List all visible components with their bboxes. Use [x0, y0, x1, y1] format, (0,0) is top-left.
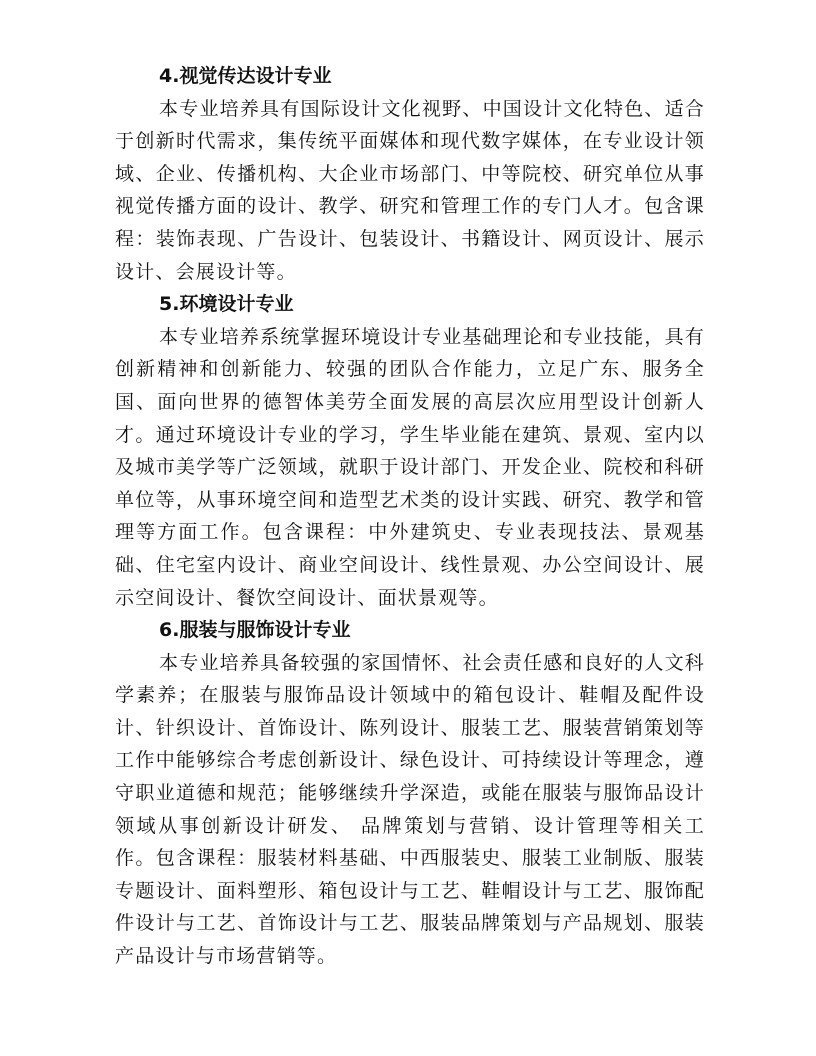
- section-heading: 6.服装与服饰设计专业: [159, 619, 351, 642]
- section-paragraph: 本专业培养具备较强的家国情怀、社会责任感和良好的人文科学素养；在服装与服饰品设计领域中的箱包设计、鞋帽及配件设计、针织设计、首饰设计、陈列设计、服装工艺、服装营销策划等工作中能够综合考虑创新设计、绿色设计、可持续设计等理念，遵守职业道德和规范；能够继续升学深造，或能在服装与服饰品设计领域从事创新设计研发、 品牌策划与营销、设计管理等相关工作。包含课程：服装材料基础、中西服装史、服装工业制版、服装专题设计、面料塑形、箱包设计与工艺、鞋帽设计与工艺、服饰配件设计与工艺、首饰设计与工艺、服装品牌策划与产品规划、服装产品设计与市场营销等。: [115, 651, 705, 968]
- section-environmental-design: [115, 288, 705, 614]
- section-heading: 4.视觉传达设计专业: [159, 65, 332, 87]
- section-paragraph: 本专业培养具有国际设计文化视野、中国设计文化特色、适合于创新时代需求，集传统平面媒体和现代数字媒体，在专业设计领域、企业、传播机构、大企业市场部门、中等院校、研究单位从事视觉传播方面的设计、教学、研究和管理工作的专门人才。包含课程：装饰表现、广告设计、包装设计、书籍设计、网页设计、展示设计、会展设计等。: [115, 97, 705, 283]
- section-visual-communication: [115, 60, 705, 288]
- document-content: [115, 60, 705, 973]
- section-fashion-design: [115, 614, 705, 973]
- section-heading: 5.环境设计专业: [159, 293, 294, 316]
- section-paragraph: 本专业培养系统掌握环境设计专业基础理论和专业技能，具有创新精神和创新能力、较强的团队合作能力，立足广东、服务全国、面向世界的德智体美劳全面发展的高层次应用型设计创新人才。通过环境设计专业的学习，学生毕业能在建筑、景观、室内以及城市美学等广泛领域，就职于设计部门、开发企业、院校和科研单位等，从事环境空间和造型艺术类的设计实践、研究、教学和管理等方面工作。包含课程：中外建筑史、专业表现技法、景观基础、住宅室内设计、商业空间设计、线性景观、办公空间设计、展示空间设计、餐饮空间设计、面状景观等。: [115, 325, 705, 609]
